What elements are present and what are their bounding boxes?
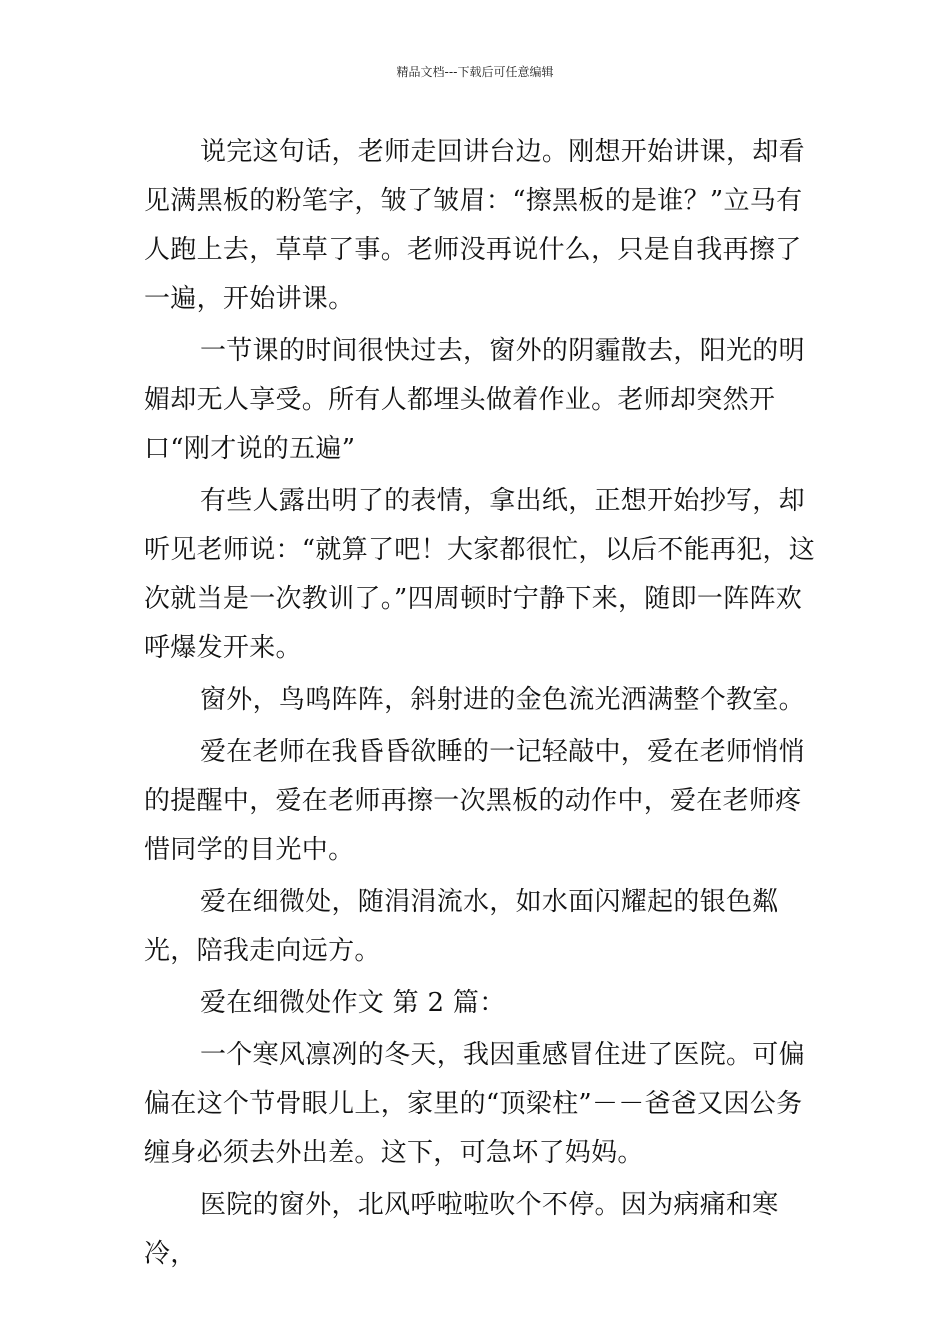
paragraph: 爱在老师在我昏昏欲睡的一记轻敲中，爱在老师悄悄的提醒中，爱在老师再擦一次黑板的动作中，爱在老师疼惜同学的目光中。 bbox=[144, 737, 805, 865]
paragraph: 医院的窗外，北风呼啦啦吹个不停。因为病痛和寒冷， bbox=[144, 1190, 779, 1269]
page-header: 精品文档---下载后可任意编辑 bbox=[396, 65, 554, 79]
paragraph: 一个寒风凛冽的冬天，我因重感冒住进了医院。可偏偏在这个节骨眼儿上，家里的“顶梁柱”－－爸爸又因公务缠身必须去外出差。这下，可急坏了妈妈。 bbox=[144, 1040, 805, 1168]
paragraph: 说完这句话，老师走回讲台边。刚想开始讲课，却看见满黑板的粉笔字，皱了皱眉：“擦黑板的是谁？”立马有人跑上去，草草了事。老师没再说什么，只是自我再擦了一遍，开始讲课。 bbox=[144, 137, 805, 314]
paragraph: 有些人露出明了的表情，拿出纸，正想开始抄写，却听见老师说：“就算了吧！大家都很忙，以后不能再犯，这次就当是一次教训了。”四周顿时宁静下来，随即一阵阵欢呼爆发开来。 bbox=[144, 486, 816, 663]
paragraph: 窗外，鸟鸣阵阵，斜射进的金色流光洒满整个教室。 bbox=[200, 685, 805, 715]
paragraph: 爱在细微处，随涓涓流水，如水面闪耀起的银色粼光，陪我走向远方。 bbox=[144, 887, 779, 966]
section-heading: 爱在细微处作文 第 2 篇： bbox=[200, 988, 506, 1018]
paragraph: 一节课的时间很快过去，窗外的阴霾散去，阳光的明媚却无人享受。所有人都埋头做着作业。老师却突然开口“刚才说的五遍” bbox=[144, 336, 805, 464]
document-body bbox=[144, 128, 820, 1279]
